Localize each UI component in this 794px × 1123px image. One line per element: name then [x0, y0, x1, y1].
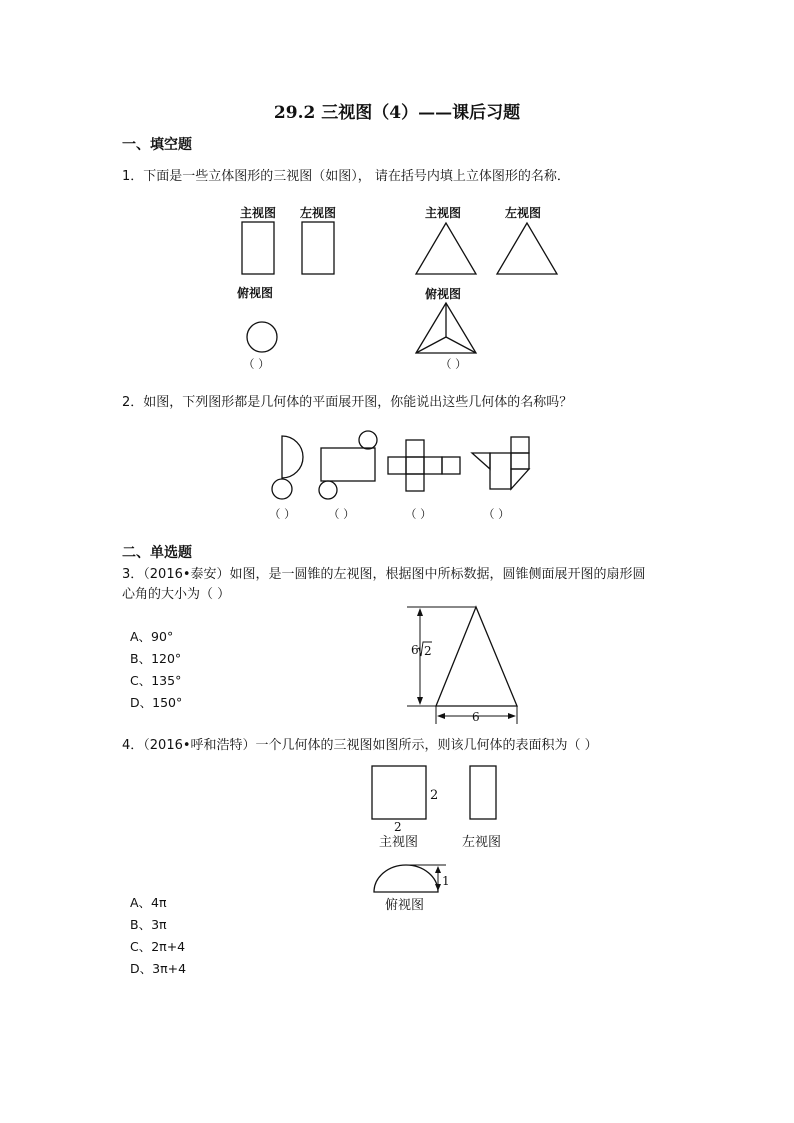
q1-answer-blank-2[interactable]: （ ）: [440, 357, 467, 371]
q4-top-view-semicircle: [374, 865, 438, 892]
q4-option-c[interactable]: C、2π+4: [130, 939, 186, 954]
q3-option-c[interactable]: C、135°: [130, 673, 182, 688]
q4-option-d[interactable]: D、3π+4: [130, 961, 187, 976]
left-view-label: 左视图: [300, 206, 337, 220]
q2-answer-blank-2[interactable]: （ ）: [328, 507, 355, 521]
q4-top-view-label: 俯视图: [385, 898, 425, 913]
q2-answer-blank-3[interactable]: （ ）: [405, 507, 432, 521]
q4-left-view-label: 左视图: [462, 835, 502, 850]
sqrt-radicand: 2: [424, 644, 432, 658]
left-view-label-2: 左视图: [505, 206, 542, 220]
question-3-line-1: 3．（2016•泰安）如图，是一圆锥的左视图，根据图中所标数据，圆锥侧面展开图的扇形圆: [122, 567, 646, 582]
q4-option-b[interactable]: B、3π: [130, 917, 167, 932]
question-1-text: 1．下面是一些立体图形的三视图（如图）， 请在括号内填上立体图形的名称．: [122, 169, 570, 184]
front-view-label: 主视图: [240, 206, 277, 220]
q2-answer-blank-4[interactable]: （ ）: [483, 507, 510, 521]
q3-option-d[interactable]: D、150°: [130, 695, 183, 710]
section-single-choice: 二、单选题: [122, 545, 192, 561]
q4-height-label: 1: [442, 874, 450, 888]
top-view-label-2: 俯视图: [425, 287, 462, 301]
height-label-coefficient: 6: [411, 643, 419, 657]
front-view-label-2: 主视图: [425, 206, 462, 220]
base-label: 6: [472, 710, 480, 724]
q2-answer-blank-1[interactable]: （ ）: [269, 507, 296, 521]
q4-side-dimension: 2: [430, 788, 439, 803]
q4-front-view-square: [372, 766, 426, 819]
q4-front-view-label: 主视图: [379, 835, 419, 850]
q4-bottom-dimension: 2: [394, 820, 402, 834]
question-2-text: 2．如图，下列图形都是几何体的平面展开图，你能说出这些几何体的名称吗？: [122, 395, 573, 410]
question-4-text: 4．（2016•呼和浩特）一个几何体的三视图如图所示，则该几何体的表面积为（ ）: [122, 738, 598, 753]
q4-left-view-rect: [470, 766, 496, 819]
q1-answer-blank-1[interactable]: （ ）: [243, 357, 270, 371]
q3-option-b[interactable]: B、120°: [130, 651, 182, 666]
top-view-label: 俯视图: [237, 286, 274, 300]
question-3-line-2: 心角的大小为（ ）: [122, 587, 231, 602]
q3-option-a[interactable]: A、90°: [130, 629, 174, 644]
page-title: 29.2 三视图（4）——课后习题: [273, 103, 521, 123]
section-fill-blank: 一、填空题: [122, 137, 192, 153]
q4-option-a[interactable]: A、4π: [130, 895, 167, 910]
